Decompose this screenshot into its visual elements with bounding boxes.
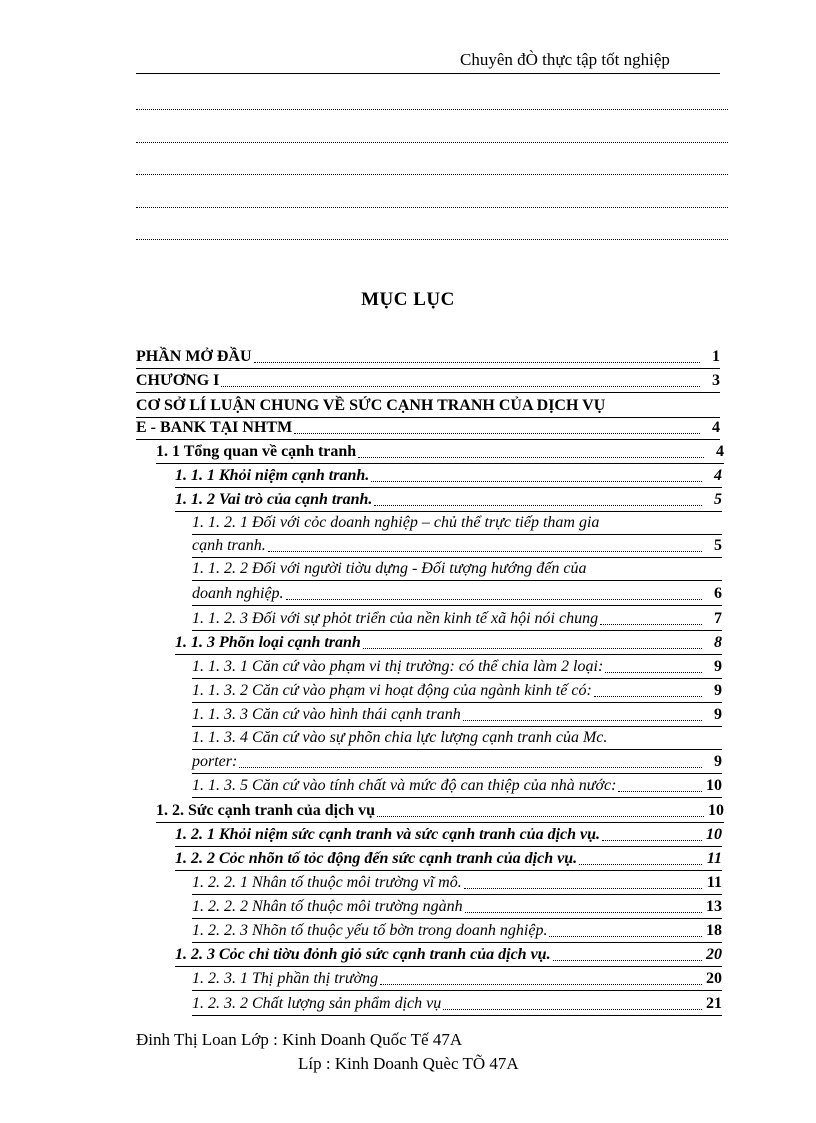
dotted-line [136,174,728,175]
header-title: Chuyên đÒ thực tập tốt nghiệp [460,50,670,69]
toc-entry[interactable] [192,751,722,774]
toc-entry-text: 1. 1. 3 Phõn loại cạnh tranh [175,634,361,651]
toc-entry[interactable] [192,656,722,679]
toc-entry-line1[interactable]: CƠ SỞ LÍ LUẬN CHUNG VỀ SỨC CẠNH TRANH CỦA DỊCH VỤ [136,395,720,418]
toc-leader [463,720,702,721]
toc-entry-text: 1. 2. 3. 2 Chất lượng sản phẩm dịch vụ [192,995,442,1012]
toc-page-number: 9 [714,753,722,770]
toc-entry-text: 1. 1. 2 Vai trò của cạnh tranh. [175,491,373,508]
toc-entry[interactable] [136,417,720,440]
toc-page-number: 9 [714,682,722,699]
toc-entry-text: 1. 2. 1 Khỏi niệm sức cạnh tranh và sức cạnh tranh của dịch vụ. [175,826,601,843]
toc-entry[interactable] [136,346,720,369]
toc-entry[interactable] [175,824,722,847]
toc-leader [374,505,702,506]
toc-entry[interactable] [192,775,722,798]
toc-leader [618,791,702,792]
toc-page-number: 4 [714,467,722,484]
toc-entry-text: 1. 2. 3 Cỏc chỉ tiờu đỏnh giỏ sức cạnh tranh của dịch vụ. [175,946,551,963]
toc-leader [605,672,702,673]
toc-page-number: 9 [714,658,722,675]
toc-entry-text: porter: [192,753,238,770]
toc-leader [221,386,700,387]
toc-page-number: 18 [706,922,722,939]
toc-page-number: 4 [716,443,724,460]
toc-page-number: 13 [706,898,722,915]
toc-entry-text: doanh nghiệp. [192,585,284,602]
toc-page-number: 20 [706,970,722,987]
toc-leader [363,648,702,649]
header-rule [136,73,720,74]
toc-page-number: 20 [706,946,722,963]
dotted-line [136,142,728,143]
toc-page-number: 6 [714,585,722,602]
toc-leader [594,696,702,697]
toc-entry-text: 1. 1 Tổng quan về cạnh tranh [156,443,357,460]
toc-leader [549,936,702,937]
toc-leader [465,912,702,913]
toc-heading: MỤC LỤC [361,289,455,310]
toc-entry-text: 1. 1. 3. 1 Căn cứ vào phạm vi thị trường: có thể chia làm 2 loại: [192,658,604,675]
toc-leader [371,481,702,482]
toc-entry-text: 1. 2. 2. 1 Nhân tố thuộc môi trường vĩ mô. [192,874,462,891]
toc-leader [602,840,702,841]
toc-entry[interactable] [156,441,724,464]
toc-leader [239,767,702,768]
toc-entry[interactable] [192,896,722,919]
toc-entry[interactable] [156,800,724,823]
toc-entry-line1[interactable]: 1. 1. 2. 1 Đối với cỏc doanh nghiệp – chủ thể trực tiếp tham gia [192,512,722,535]
toc-leader [579,864,702,865]
toc-page-number: 10 [706,777,722,794]
toc-entry[interactable] [192,535,722,558]
toc-page-number: 4 [712,419,720,436]
toc-page-number: 5 [714,491,722,508]
dotted-line [136,239,728,240]
toc-entry-text: 1. 2. 2 Cỏc nhõn tố tỏc động đến sức cạnh tranh của dịch vụ. [175,850,578,867]
toc-leader [380,984,702,985]
toc-leader [268,551,702,552]
toc-entry[interactable] [192,872,722,895]
toc-page-number: 7 [714,610,722,627]
toc-entry-text: 1. 1. 3. 2 Căn cứ vào phạm vi hoạt động của ngành kinh tế có: [192,682,592,699]
dotted-line [136,207,728,208]
toc-page-number: 10 [708,802,724,819]
toc-leader [254,362,700,363]
toc-entry-line1[interactable]: 1. 1. 2. 2 Đối với người tiờu dựng - Đối tượng hướng đến của [192,558,722,581]
toc-entry[interactable] [192,968,722,991]
toc-entry[interactable] [175,489,722,512]
toc-entry[interactable] [175,944,722,967]
toc-entry[interactable] [192,920,722,943]
toc-entry[interactable] [136,370,720,393]
toc-entry-text: 1. 2. 2. 3 Nhõn tố thuộc yếu tố bờn trong doanh nghiệp. [192,922,548,939]
toc-entry[interactable] [192,583,722,606]
toc-entry-text: 1. 2. 3. 1 Thị phần thị trường [192,970,379,987]
toc-page-number: 11 [706,850,722,867]
toc-page-number: 21 [706,995,722,1012]
toc-leader [600,624,702,625]
toc-entry[interactable] [192,993,722,1016]
footer-class-line: Líp : Kinh Doanh Quèc TÕ 47A [298,1054,519,1073]
toc-page-number: 5 [714,537,722,554]
toc-entry[interactable] [192,704,722,727]
toc-page-number: 8 [714,634,722,651]
toc-page-number: 9 [714,706,722,723]
toc-entry-line1[interactable]: 1. 1. 3. 4 Căn cứ vào sự phõn chia lực lượng cạnh tranh của Mc. [192,727,722,750]
toc-page-number: 1 [712,348,720,365]
footer-author-line: Đinh Thị Loan Lớp : Kinh Doanh Quốc Tế 47A [136,1030,463,1049]
toc-entry-text: cạnh tranh. [192,537,266,554]
toc-entry[interactable] [175,632,722,655]
toc-entry-text: 1. 2. 2. 2 Nhân tố thuộc môi trường ngành [192,898,463,915]
toc-leader [286,599,702,600]
toc-page-number: 10 [706,826,722,843]
toc-entry-text: 1. 1. 1 Khỏi niệm cạnh tranh. [175,467,370,484]
toc-entry-text: 1. 1. 2. 3 Đối với sự phỏt triển của nền kinh tế xã hội nói chung [192,610,599,627]
toc-leader [443,1009,702,1010]
toc-leader [464,888,702,889]
toc-entry[interactable] [192,608,722,631]
toc-leader [294,433,700,434]
dotted-line [136,109,728,110]
toc-entry-text: PHẦN MỞ ĐẦU [136,348,252,365]
toc-entry-text: 1. 2. Sức cạnh tranh của dịch vụ [156,802,375,819]
toc-entry-text: 1. 1. 3. 3 Căn cứ vào hình thái cạnh tranh [192,706,461,723]
toc-page-number: 3 [712,372,720,389]
toc-entry[interactable] [175,848,722,871]
toc-leader [358,457,704,458]
toc-entry[interactable] [175,465,722,488]
toc-leader [377,816,704,817]
toc-entry-text: E - BANK TẠI NHTM [136,419,293,436]
toc-entry[interactable] [192,680,722,703]
toc-entry-text: 1. 1. 3. 5 Căn cứ vào tính chất và mức độ can thiệp của nhà nước: [192,777,617,794]
toc-page-number: 11 [706,874,722,891]
toc-leader [553,960,702,961]
toc-entry-text: CHƯƠNG I [136,372,220,389]
